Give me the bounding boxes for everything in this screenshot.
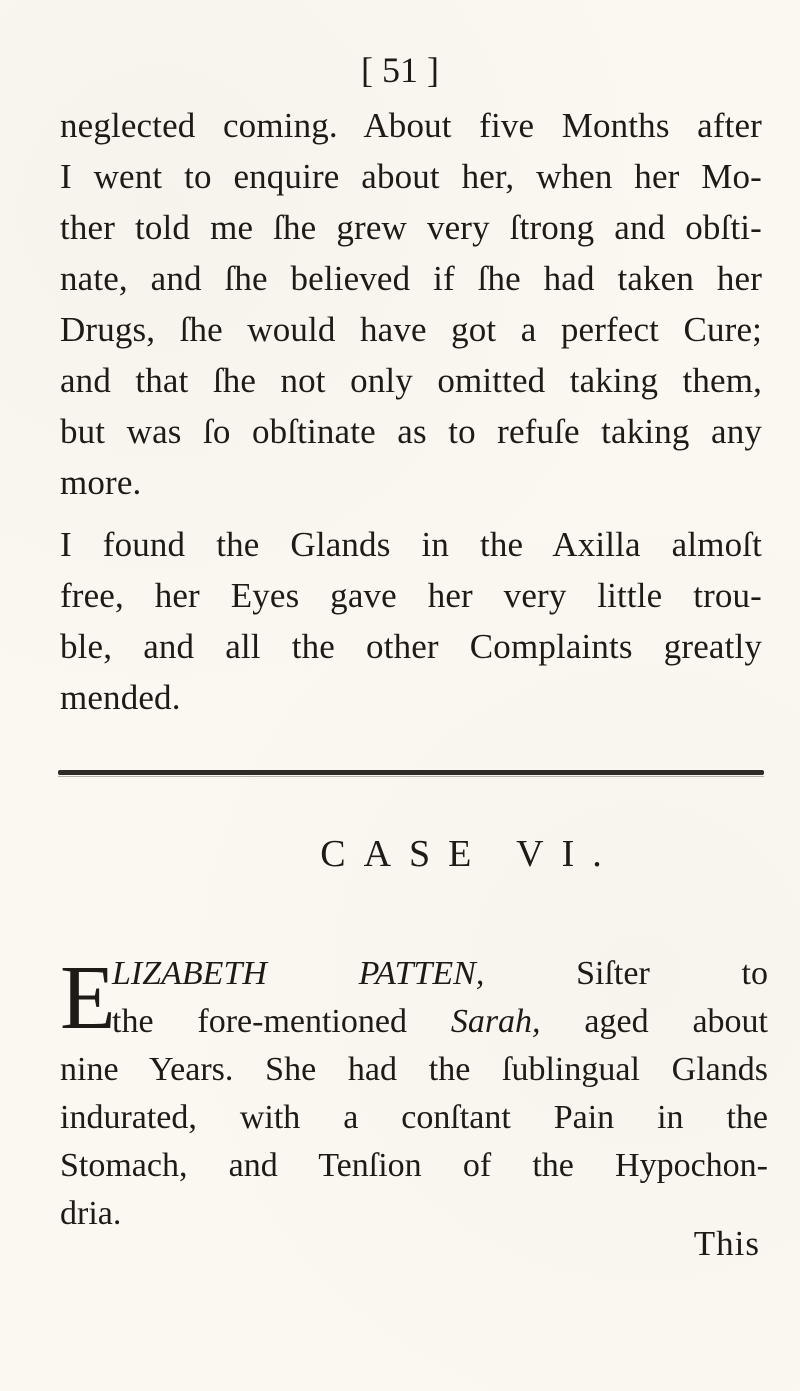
case-text: the fore-mentioned (112, 1003, 451, 1040)
text-line: more. (60, 463, 142, 502)
case-line: Stomach, and Tenſion of the Hypochon- (60, 1147, 768, 1184)
case-paragraph (60, 947, 768, 1238)
case-text: Siſter to (484, 955, 768, 992)
text-line: but was ſo obſtinate as to refuſe taking any (60, 412, 762, 451)
page-number-header: [ 51 ] (361, 50, 439, 90)
case-line: indurated, with a conſtant Pain in the (60, 1099, 768, 1136)
text-line: neglected coming. About five Months after (60, 106, 762, 145)
case-line: dria. (60, 1195, 122, 1232)
case-heading: CASE VI. (320, 833, 620, 875)
text-line: nate, and ſhe believed if ſhe had taken her (60, 259, 762, 298)
paragraph-observation (60, 519, 762, 723)
text-line: I found the Glands in the Axilla almoſt (60, 525, 762, 564)
text-line: I went to enquire about her, when her Mo- (60, 157, 762, 196)
case-line: nine Years. She had the ſublingual Glands (60, 1051, 768, 1088)
case-line (60, 998, 768, 1046)
drop-cap: E (60, 947, 116, 1048)
case-line (60, 950, 768, 998)
related-name: Sarah, (450, 1003, 541, 1040)
paragraph-continuation (60, 100, 762, 508)
text-line: mended. (60, 678, 181, 717)
text-line: and that ſhe not only omitted taking them, (60, 361, 762, 400)
text-line: ble, and all the other Complaints greatly (60, 627, 762, 666)
text-line: ther told me ſhe grew very ſtrong and obſti- (60, 208, 762, 247)
text-line: free, her Eyes gave her very little trou- (60, 576, 762, 615)
section-divider (58, 770, 764, 775)
case-text: aged about (540, 1003, 768, 1040)
patient-name: LIZABETH PATTEN, (112, 955, 485, 992)
text-line: Drugs, ſhe would have got a perfect Cure; (60, 310, 762, 349)
catchword: This (693, 1224, 760, 1263)
